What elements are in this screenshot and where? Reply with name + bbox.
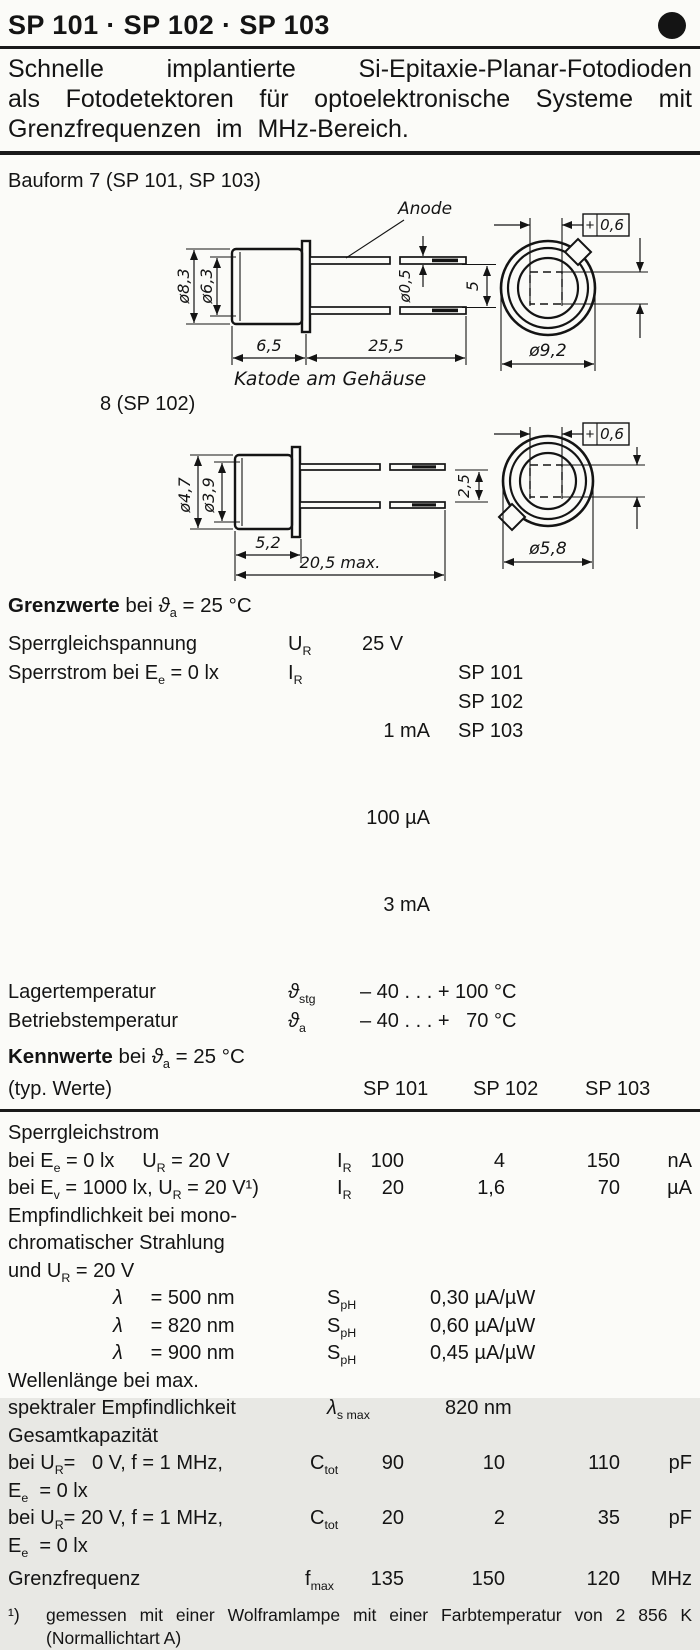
grenzwerte-table	[0, 630, 700, 1036]
row-value: 820 nm	[445, 1397, 512, 1419]
dim-lead-length: 25,5	[368, 336, 404, 355]
row-symbol: $S_{pH}$	[327, 1287, 357, 1312]
value-sp101: 135	[370, 1568, 404, 1590]
row-label: Empfindlichkeit bei mono- chromatischer Strahlung und $U_R = 20$ V	[8, 1204, 237, 1285]
row-symbol: $C_{tot}$	[310, 1452, 339, 1477]
row-label: bei $E_e = 0$ lx $U_R = 20$ V	[8, 1149, 230, 1175]
row-label: λ = 820 nm	[113, 1314, 235, 1337]
tolerance-sign: +	[585, 217, 595, 234]
dim-lead-pitch: 5	[463, 280, 482, 292]
row-unit: pF	[668, 1507, 692, 1529]
footnote	[8, 1604, 692, 1650]
bullet-dot-icon	[658, 12, 686, 39]
table-row-sperrstrom	[8, 659, 700, 978]
row-label: Betriebstemperatur	[8, 1010, 179, 1032]
tolerance-value: 0,6	[600, 425, 624, 443]
anode-label: Anode	[398, 199, 453, 219]
table-row-gesamtkapazitaet-title	[8, 1423, 700, 1451]
row-label: Sperrstrom bei $E_e = 0$ lx	[8, 662, 219, 687]
row-label: Sperrgleichspannung	[8, 633, 198, 655]
side-view-can	[186, 220, 496, 365]
row-unit: µA	[667, 1177, 692, 1199]
row-value: 0,45 µA/µW	[430, 1342, 536, 1364]
grenzwerte-heading: Grenzwerte bei $ϑ_a = 25$ °C	[8, 594, 252, 621]
technical-drawing-bauform-8	[0, 417, 700, 585]
table-row-ir-light	[8, 1175, 700, 1203]
row-symbol: $I_R$	[288, 662, 303, 687]
dim-outer-diameter: ø8,3	[174, 268, 193, 304]
table-row-wellenlaenge	[8, 1368, 700, 1423]
drawing-bauform-8	[0, 392, 700, 585]
grenzwerte-section	[0, 591, 700, 1036]
table-row-s500	[8, 1285, 700, 1313]
value: 1 mA	[383, 720, 430, 742]
drawing-heading: Bauform 7 (SP 101, SP 103)	[8, 170, 261, 192]
intro-paragraph	[8, 54, 692, 144]
row-unit: nA	[667, 1149, 692, 1172]
row-label: Gesamtkapazität	[8, 1424, 159, 1447]
row-symbol: $ϑ_{stg}$	[288, 981, 316, 1006]
device: SP 101	[458, 662, 524, 684]
value-sp103: 150	[586, 1149, 620, 1172]
row-label: λ = 900 nm	[113, 1342, 235, 1364]
value-sp101: 90	[381, 1452, 404, 1474]
row-symbol: $S_{pH}$	[327, 1342, 357, 1367]
row-symbol: $S_{pH}$	[327, 1314, 357, 1340]
kennwerte-section	[0, 1042, 700, 1594]
table-row-betriebstemperatur	[8, 1007, 700, 1036]
table-row-empfindlichkeit-title	[8, 1203, 700, 1286]
table-row-sperrgleichstrom-title	[8, 1120, 700, 1148]
value-sp103: 70	[597, 1177, 620, 1199]
kennwerte-column-header-row	[8, 1075, 700, 1103]
kennwerte-heading: Kennwerte bei $ϑ_a = 25$ °C	[8, 1045, 245, 1072]
value-sp102: 1,6	[477, 1177, 505, 1199]
intro-line: Schnelle implantierte Si-Epitaxie-Planar-Fotodioden	[8, 55, 692, 83]
title-row	[0, 8, 700, 40]
divider	[0, 1109, 700, 1112]
dim-front-diameter: ø9,2	[529, 341, 567, 361]
table-row-ctot-0v	[8, 1450, 700, 1505]
front-view-can	[494, 423, 645, 569]
value-sp102: 2	[493, 1507, 505, 1529]
row-label: Wellenlänge bei max. spektraler Empfindlichkeit	[8, 1369, 236, 1419]
row-value: – 40 . . . + 100 °C	[360, 981, 517, 1003]
drawing-bauform-7	[0, 169, 700, 390]
row-label: Lagertemperatur	[8, 981, 156, 1003]
row-symbol: $I_R$	[337, 1177, 352, 1202]
row-label: bei $E_v = 1000$ lx, $U_R = 20$ V¹)	[8, 1177, 259, 1202]
table-row-s900	[8, 1340, 700, 1368]
technical-drawing-bauform-7	[0, 194, 700, 390]
row-unit: MHz	[650, 1568, 692, 1590]
dim-body-length: 5,2	[255, 533, 281, 552]
footnote-line: gemessen mit einer Wolframlampe mit einer Farbtemperatur von 2 856 K	[46, 1604, 692, 1625]
divider	[0, 151, 700, 155]
column-header-sp103: SP 103	[585, 1078, 651, 1100]
row-symbol: $\lambda_{s max}$	[327, 1397, 370, 1422]
dim-front-diameter: ø5,8	[529, 539, 567, 559]
row-label: bei $U_R= 20$ V, f = 1 MHz, $E_e = 0$ lx	[8, 1507, 224, 1560]
value: 100 µA	[366, 807, 430, 829]
row-symbol: $U_R$	[288, 633, 312, 658]
row-value: – 40 . . . + 70 °C	[360, 1010, 517, 1032]
footnote-line: (Normallichtart A)	[46, 1627, 182, 1648]
value-sp101: 20	[381, 1507, 404, 1529]
page-header	[0, 8, 700, 155]
katode-label: Katode am Gehäuse	[234, 368, 427, 390]
dim-inner-diameter: ø6,3	[197, 268, 216, 304]
value-sp103: 110	[588, 1452, 620, 1474]
tolerance-value: 0,6	[600, 216, 624, 234]
row-value: 0,60 µA/µW	[430, 1314, 536, 1337]
table-row-sperrgleichspannung	[8, 630, 700, 659]
front-view-can	[494, 214, 648, 371]
dim-lead-pitch: 2,5	[455, 474, 473, 498]
tolerance-sign: +	[585, 426, 595, 443]
footnote-text	[46, 1604, 692, 1650]
intro-line: als Fotodetektoren für optoelektronische Systeme mit	[8, 85, 692, 113]
dim-total-length: 20,5 max.	[299, 553, 381, 572]
page-title: SP 101 · SP 102 · SP 103	[8, 10, 330, 40]
footnote-marker: ¹)	[8, 1604, 20, 1625]
column-header-sp102: SP 102	[473, 1078, 539, 1100]
device: SP 102	[458, 691, 524, 713]
value-sp101: 100	[370, 1149, 404, 1172]
table-row-ctot-20v	[8, 1505, 700, 1560]
row-symbol: $ϑ_a$	[288, 1010, 306, 1035]
row-symbol: $I_R$	[337, 1149, 352, 1175]
column-header-sp101: SP 101	[363, 1078, 429, 1100]
row-symbol: $C_{tot}$	[310, 1507, 339, 1532]
table-row-grenzfrequenz	[8, 1566, 700, 1594]
table-row-lagertemperatur	[8, 978, 700, 1007]
value-sp103: 120	[586, 1568, 620, 1590]
kennwerte-table	[0, 1120, 700, 1594]
device: SP 103	[458, 720, 524, 742]
dim-body-length: 6,5	[256, 336, 282, 355]
row-value: 25 V	[362, 633, 404, 655]
row-value: 0,30 µA/µW	[430, 1287, 536, 1309]
divider	[0, 46, 700, 49]
value-sp102: 4	[493, 1149, 505, 1172]
value-sp101: 20	[381, 1177, 404, 1199]
row-values	[340, 659, 430, 978]
row-unit: pF	[668, 1452, 692, 1474]
value-sp102: 10	[482, 1452, 505, 1474]
row-label: bei $U_R= 0$ V, f = 1 MHz, $E_e = 0$ lx	[8, 1452, 223, 1505]
row-label: Grenzfrequenz	[8, 1568, 141, 1590]
dim-outer-diameter: ø4,7	[175, 477, 194, 513]
row-label: λ = 500 nm	[113, 1287, 235, 1309]
drawing-heading: 8 (SP 102)	[100, 393, 196, 415]
dim-lead-diameter: ø0,5	[396, 269, 414, 303]
row-label: Sperrgleichstrom	[8, 1122, 160, 1144]
table-row-s820	[8, 1313, 700, 1341]
value: 3 mA	[383, 894, 430, 916]
intro-line: Grenzfrequenzen im MHz-Bereich.	[8, 115, 409, 143]
row-symbol: $f_{max}$	[305, 1568, 334, 1593]
column-header-label: (typ. Werte)	[8, 1078, 113, 1100]
value-sp103: 35	[597, 1507, 620, 1529]
row-devices	[430, 659, 700, 978]
table-row-ir-dark	[8, 1148, 700, 1176]
value-sp102: 150	[471, 1568, 505, 1590]
dim-inner-diameter: ø3,9	[199, 477, 218, 513]
